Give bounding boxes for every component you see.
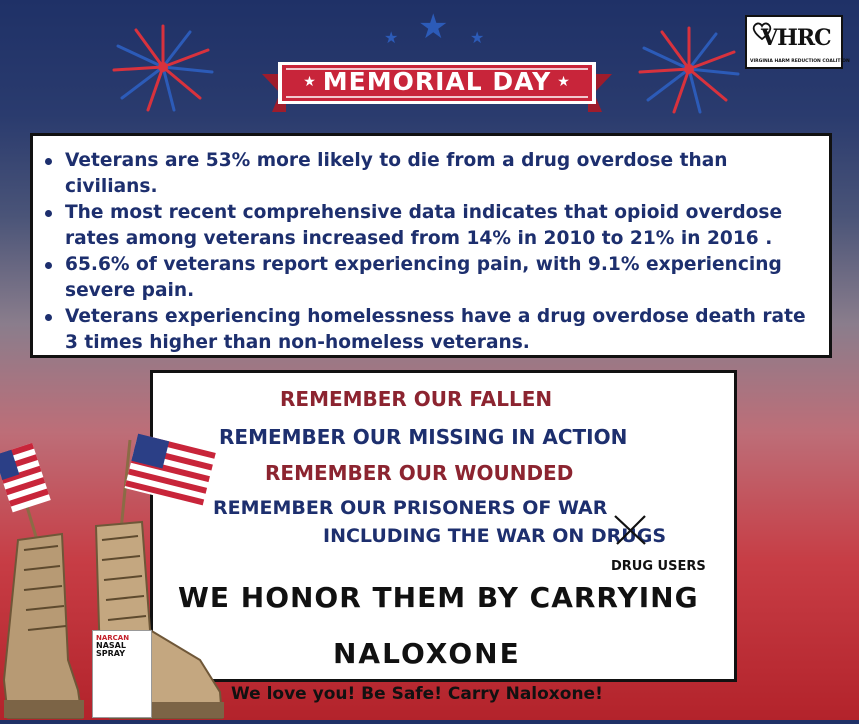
boots-and-flags-illustration <box>0 430 230 720</box>
footer-message: We love you! Be Safe! Carry Naloxone! <box>231 684 603 704</box>
honor-statement: WE HONOR THEM BY CARRYING <box>178 581 699 614</box>
star-icon: ★ <box>557 74 571 90</box>
facts-box <box>30 133 832 358</box>
star-icon: ★ <box>470 28 485 47</box>
remember-missing: REMEMBER OUR MISSING IN ACTION <box>219 425 628 449</box>
fact-item: The most recent comprehensive data indicates that opioid overdose rates among veterans increased from 14% in 2010 to 21% in 2016 . <box>65 200 813 252</box>
logo-text: VHRC <box>761 25 831 51</box>
drug-users-correction: DRUG USERS <box>611 559 706 574</box>
remember-wounded: REMEMBER OUR WOUNDED <box>265 461 574 485</box>
narcan-brand: NARCAN <box>96 634 130 642</box>
page-title <box>262 67 612 96</box>
memorial-day-banner <box>262 60 612 110</box>
remember-fallen: REMEMBER OUR FALLEN <box>280 387 553 411</box>
remember-prisoners: REMEMBER OUR PRISONERS OF WAR <box>213 497 608 519</box>
narcan-spray-box <box>92 630 152 718</box>
star-icon: ★ <box>303 74 317 90</box>
fact-item: Veterans are 53% more likely to die from a drug overdose than civilians. <box>65 148 813 200</box>
narcan-type: NASAL SPRAY <box>96 641 126 658</box>
strikethrough-x-icon <box>611 513 649 547</box>
war-on-drugs: INCLUDING THE WAR ON DRUGS <box>323 525 667 547</box>
fact-item: Veterans experiencing homelessness have a drug overdose death rate 3 times higher than non-homeless veterans. <box>65 304 813 356</box>
remember-box <box>150 370 737 682</box>
facts-list <box>33 136 829 356</box>
naloxone-heading: NALOXONE <box>333 637 521 670</box>
fact-item: 65.6% of veterans report experiencing pain, with 9.1% experiencing severe pain. <box>65 252 813 304</box>
firework-icon <box>108 22 218 112</box>
star-icon: ★ <box>418 7 449 47</box>
logo-subtitle: VIRGINIA HARM REDUCTION COALITION <box>750 59 850 64</box>
firework-icon <box>634 24 744 114</box>
banner-text: MEMORIAL DAY <box>322 67 552 96</box>
star-icon: ★ <box>384 28 399 47</box>
vhrc-logo <box>745 15 850 69</box>
